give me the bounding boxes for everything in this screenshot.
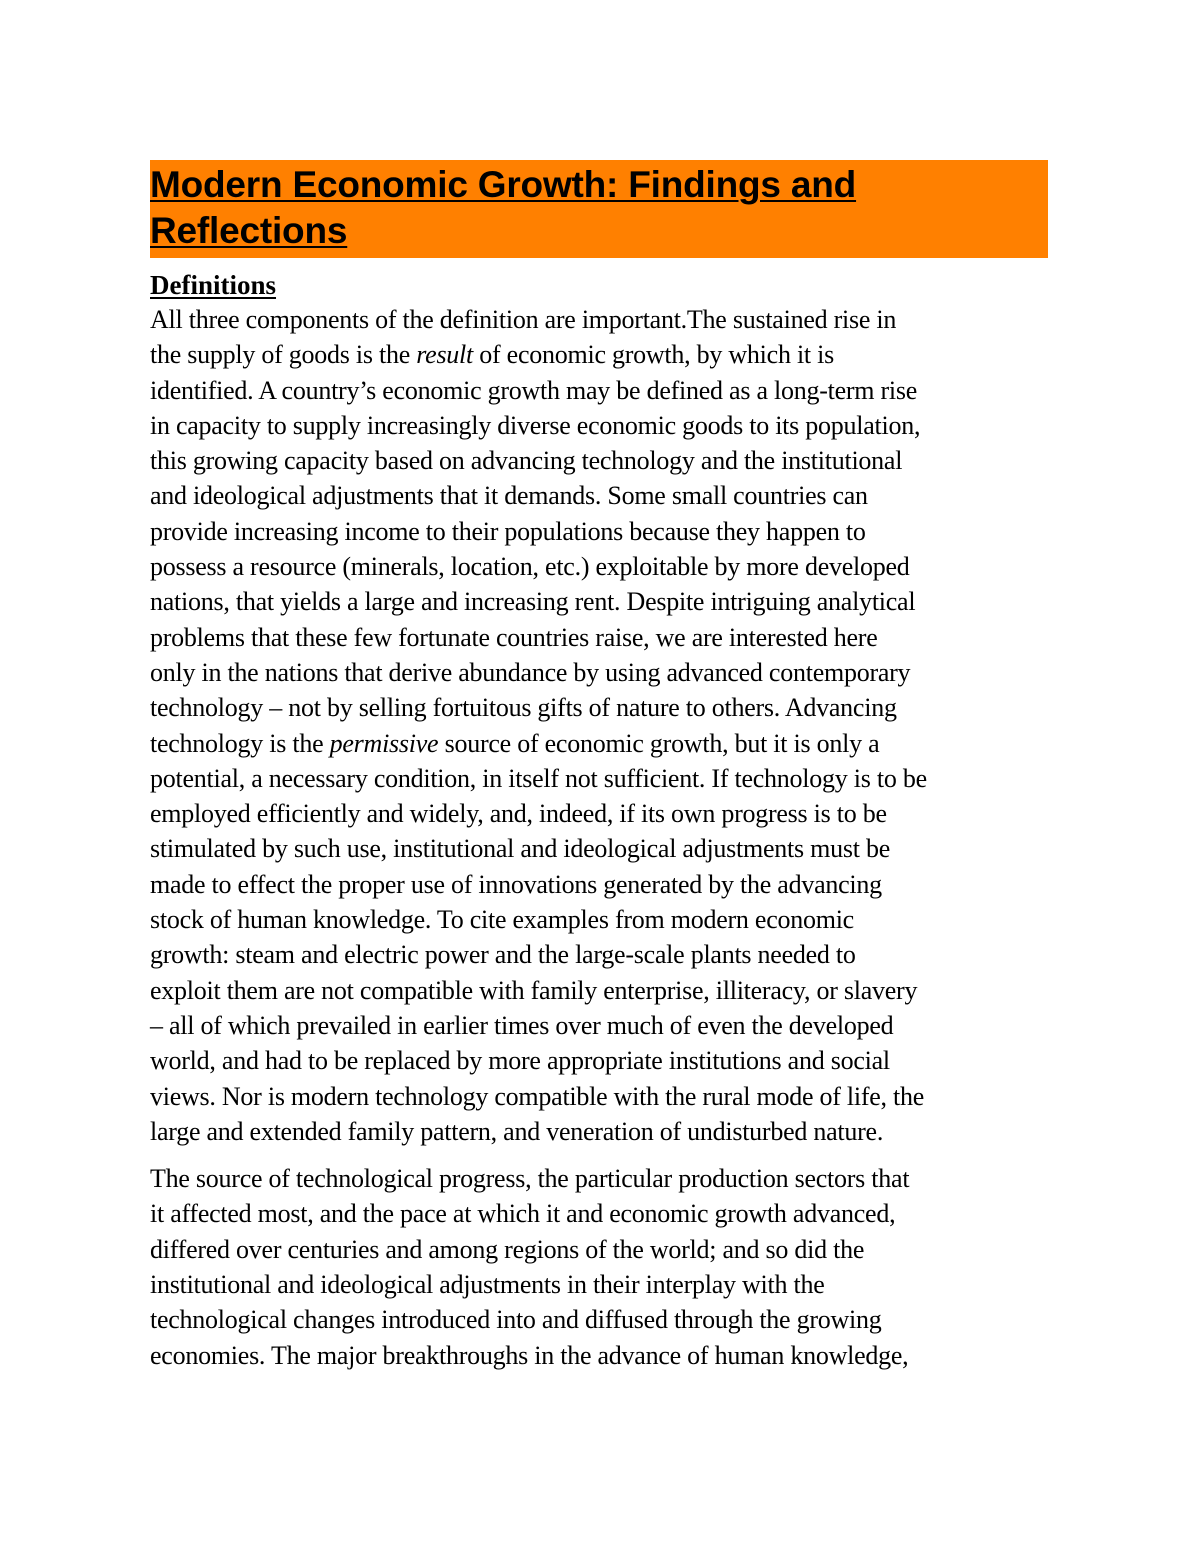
paragraph-2 xyxy=(150,1161,1048,1373)
text-run: source of economic growth, but it is only a xyxy=(438,728,880,758)
text-line: All three components of the definition are important.The sustained rise in xyxy=(150,305,897,334)
section-heading-definitions: Definitions xyxy=(150,270,277,300)
text-run: technology is the xyxy=(150,728,330,758)
document-title xyxy=(150,162,1048,254)
text-line: potential, a necessary condition, in itself not sufficient. If technology is to be xyxy=(150,763,927,793)
text-line: technology – not by selling fortuitous gifts of nature to others. Advancing xyxy=(150,693,897,723)
text-line: world, and had to be replaced by more appropriate institutions and social xyxy=(150,1046,890,1076)
text-line: this growing capacity based on advancing technology and the institutional xyxy=(150,446,903,476)
text-line: views. Nor is modern technology compatible with the rural mode of life, the xyxy=(150,1081,925,1111)
text-line: large and extended family pattern, and veneration of undisturbed nature. xyxy=(150,1116,884,1146)
text-line: stimulated by such use, institutional and ideological adjustments must be xyxy=(150,834,890,864)
text-line xyxy=(150,726,1048,761)
text-line: identified. A country’s economic growth may be defined as a long-term rise xyxy=(150,375,918,405)
text-line: technological changes introduced into and diffused through the growing xyxy=(150,1305,882,1335)
text-line: economies. The major breakthroughs in the advance of human knowledge, xyxy=(150,1340,909,1370)
text-line: made to effect the proper use of innovations generated by the advancing xyxy=(150,869,882,899)
text-line: problems that these few fortunate countries raise, we are interested here xyxy=(150,622,878,652)
text-line: – all of which prevailed in earlier times over much of even the developed xyxy=(150,1010,894,1040)
text-line: and ideological adjustments that it demands. Some small countries can xyxy=(150,481,868,511)
emphasis-result: result xyxy=(416,340,474,370)
paragraph-1 xyxy=(150,302,1048,1149)
text-line: stock of human knowledge. To cite examples from modern economic xyxy=(150,905,854,935)
text-run: the supply of goods is the xyxy=(150,340,417,370)
text-line: provide increasing income to their populations because they happen to xyxy=(150,516,866,546)
text-line: differed over centuries and among regions of the world; and so did the xyxy=(150,1234,865,1264)
text-line: possess a resource (minerals, location, etc.) exploitable by more developed xyxy=(150,552,910,582)
text-line: growth: steam and electric power and the large-scale plants needed to xyxy=(150,940,856,970)
title-highlight xyxy=(150,160,1048,258)
emphasis-permissive: permissive xyxy=(329,728,439,758)
title-line: Modern Economic Growth: Findings and xyxy=(150,164,857,205)
document-content xyxy=(150,160,1048,1373)
text-line: only in the nations that derive abundance by using advanced contemporary xyxy=(150,657,911,687)
text-line: in capacity to supply increasingly diverse economic goods to its population, xyxy=(150,410,921,440)
text-line: The source of technological progress, the particular production sectors that xyxy=(150,1164,910,1194)
text-line xyxy=(150,337,1048,372)
title-line: Reflections xyxy=(150,210,348,251)
text-line: nations, that yields a large and increasing rent. Despite intriguing analytical xyxy=(150,587,916,617)
text-run: of economic growth, by which it is xyxy=(473,340,834,370)
text-line: exploit them are not compatible with family enterprise, illiteracy, or slavery xyxy=(150,975,918,1005)
text-line: employed efficiently and widely, and, indeed, if its own progress is to be xyxy=(150,799,887,829)
text-line: it affected most, and the pace at which it and economic growth advanced, xyxy=(150,1199,896,1229)
text-line: institutional and ideological adjustments in their interplay with the xyxy=(150,1270,825,1300)
